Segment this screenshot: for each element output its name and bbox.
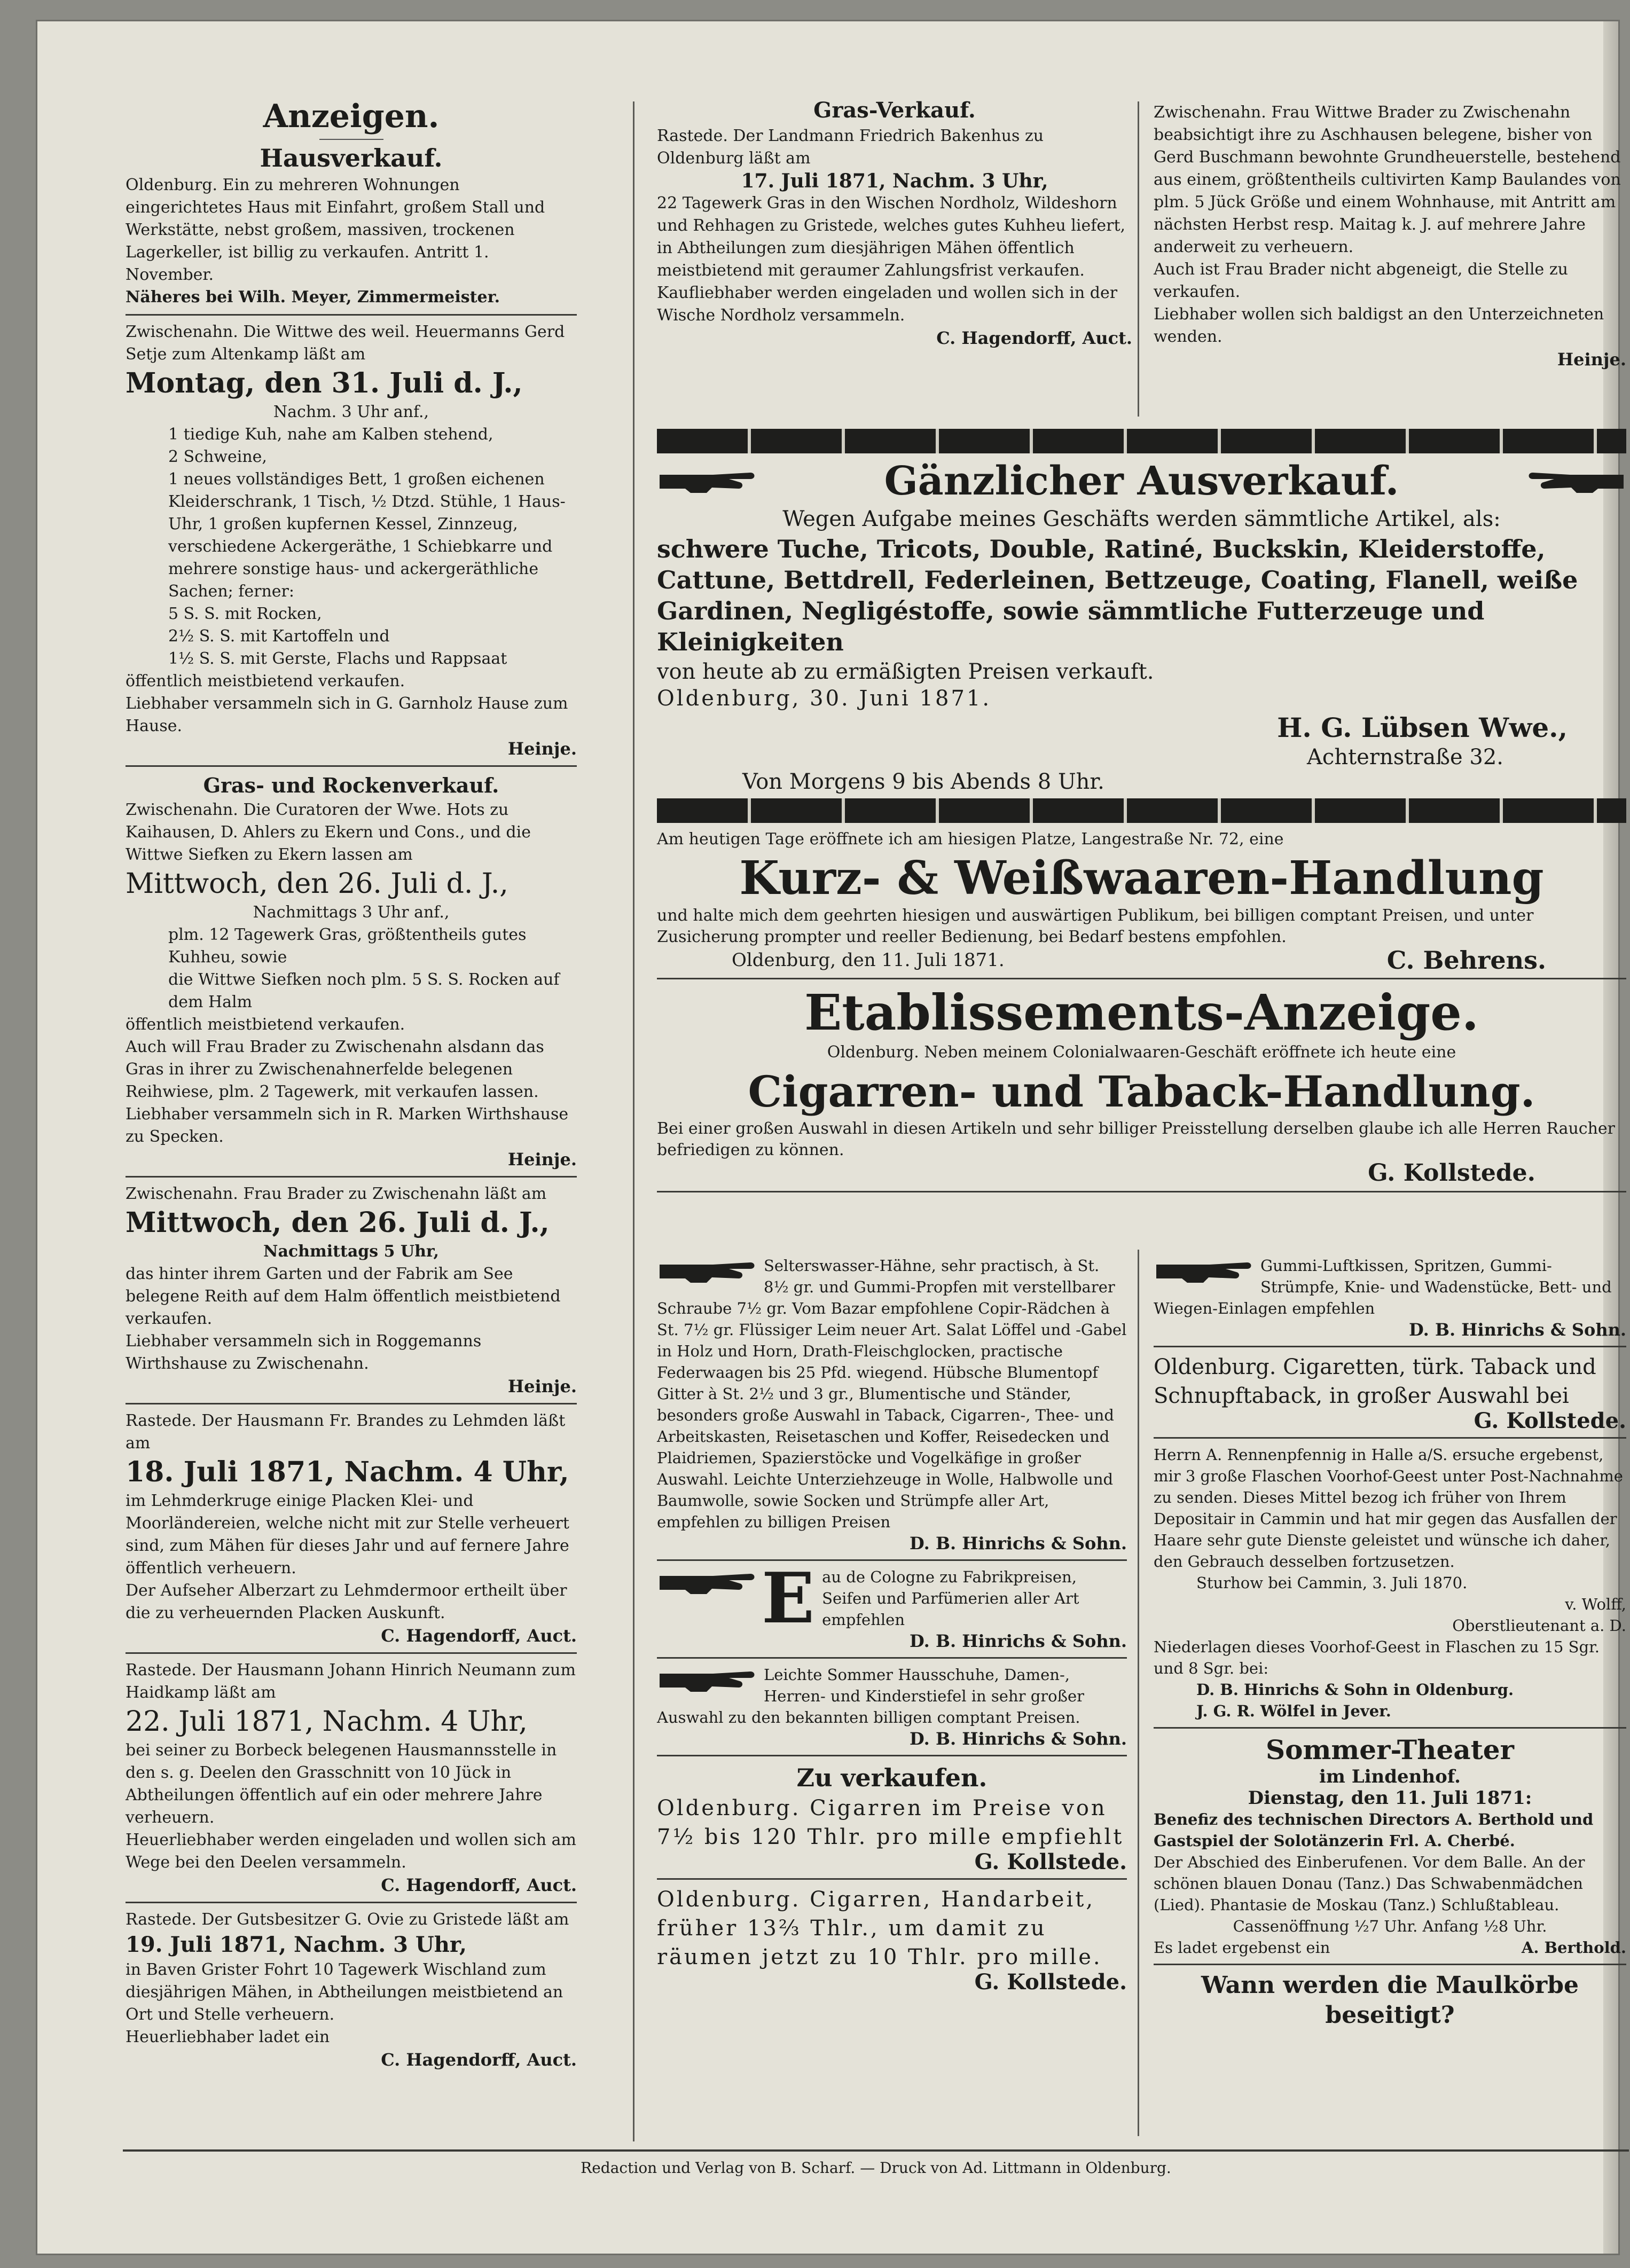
ad-date: Mittwoch, den 26. Juli d. J., bbox=[126, 868, 508, 900]
ad-body: bei seiner zu Borbeck belegenen Hausmannsstelle in den s. g. Deelen den Grasschnitt von 10 Jück in Abtheilungen öffentlich auf ein oder mehrere Jahre verheuern. bbox=[126, 1741, 557, 1827]
column-right-top bbox=[1154, 101, 1626, 371]
ad-schuhe bbox=[657, 1664, 1127, 1749]
ad-line: Wegen Aufgabe meines Geschäfts werden sämmtliche Artikel, als: bbox=[782, 507, 1501, 531]
ad-place: im Lindenhof. bbox=[1319, 1766, 1461, 1787]
ad-zu-verkaufen bbox=[657, 1762, 1127, 1873]
ad-meet: Liebhaber versammeln sich in G. Garnholz Hause zum Hause. bbox=[126, 694, 568, 735]
divider bbox=[126, 1176, 577, 1178]
ad-date: 17. Juli 1871, Nachm. 3 Uhr, bbox=[741, 170, 1048, 192]
ad-title: Gänzlicher Ausverkauf. bbox=[884, 458, 1399, 504]
ad-signature: G. Kollstede. bbox=[1474, 1408, 1626, 1433]
pointing-hand-right-icon bbox=[657, 1255, 758, 1287]
ad-cigaretten bbox=[1154, 1353, 1626, 1432]
ad-body: und halte mich dem geehrten hiesigen und auswärtigen Publikum, bei billigen comptant Preisen, und unter Zusicherung prompter und reeller Bedienung, bei Bedarf bestens empfohlen. bbox=[657, 906, 1534, 946]
ad-body: in Baven Grister Fohrt 10 Tagewerk Wischland zum diesjährigen Mähen, in Abtheilungen meistbietend an Ort und Stelle verheuern. bbox=[126, 1960, 563, 2024]
ad-signature: C. Hagendorff, Auct. bbox=[381, 1875, 577, 1895]
divider bbox=[657, 1191, 1626, 1192]
divider bbox=[126, 314, 577, 316]
divider bbox=[1154, 1727, 1626, 1729]
column-right-lower bbox=[1154, 1255, 1626, 2030]
ad-selters bbox=[657, 1255, 1127, 1554]
column-rule-mid-lower bbox=[1138, 1250, 1139, 2136]
ad-meet: Heuerliebhaber werden eingeladen und wollen sich am Wege bei den Deelen versammeln. bbox=[126, 1831, 576, 1872]
divider bbox=[126, 765, 577, 767]
ornament-bar bbox=[657, 798, 1626, 823]
divider bbox=[319, 139, 383, 140]
ad-line: von heute ab zu ermäßigten Preisen verkauft. bbox=[657, 660, 1154, 684]
ad-meet: Kaufliebhaber werden eingeladen und wollen sich in der Wische Nordholz versammeln. bbox=[657, 284, 1118, 325]
ad-body: 22 Tagewerk Gras in den Wischen Nordholz, Wildeshorn und Rehhagen zu Gristede, welches gutes Kuhheu liefert, in Abtheilungen zum diesjährigen Mähen öffentlich meistbietend mit geraumer Zahlungsfrist verkaufen. bbox=[657, 194, 1126, 280]
ad-title: Etablissements-Anzeige. bbox=[804, 984, 1479, 1041]
divider bbox=[126, 1902, 577, 1903]
ad-date: Mittwoch, den 26. Juli d. J., bbox=[126, 1206, 550, 1239]
column-rule-mid-top bbox=[1138, 101, 1139, 417]
ad-voorhof-geest bbox=[1154, 1444, 1626, 1722]
ad-date: 22. Juli 1871, Nachm. 4 Uhr, bbox=[126, 1706, 528, 1738]
ad-ovie bbox=[126, 1909, 577, 2071]
ad-question: Wann werden die Maulkörbe beseitigt? bbox=[1201, 1972, 1579, 2029]
ad-note: Niederlagen dieses Voorhof-Geest in Flaschen zu 15 Sgr. und 8 Sgr. bei: bbox=[1154, 1638, 1600, 1677]
divider bbox=[657, 1878, 1127, 1880]
ad-item: 5 S. S. mit Rocken, bbox=[168, 605, 322, 623]
ad-meet: Liebhaber wollen sich baldigst an den Unterzeichneten wenden. bbox=[1154, 305, 1604, 346]
pointing-hand-right-icon bbox=[657, 1664, 758, 1696]
newspaper-page bbox=[37, 21, 1626, 2254]
divider bbox=[1154, 1437, 1626, 1439]
ad-place: Sturhow bei Cammin, 3. Juli 1870. bbox=[1196, 1574, 1468, 1592]
ad-intro: Zwischenahn. Die Wittwe des weil. Heuermanns Gerd Setje zum Altenkamp läßt am bbox=[126, 323, 565, 364]
divider bbox=[657, 1657, 1127, 1659]
imprint: Redaction und Verlag von B. Scharf. — Druck von Ad. Littmann in Oldenburg. bbox=[581, 2159, 1171, 2177]
column-rule-left bbox=[633, 101, 634, 2141]
ad-gummi bbox=[1154, 1255, 1626, 1340]
ad-line: die Wittwe Siefken noch plm. 5 S. S. Rocken auf dem Halm bbox=[168, 970, 560, 1011]
ad-signature: A. Berthold. bbox=[1521, 1939, 1626, 1957]
ad-body: Oldenburg. Cigarren, Handarbeit, früher 13⅔ Thlr., um damit zu räumen jetzt zu 10 Thlr. pro mille. bbox=[657, 1887, 1102, 1969]
ad-title: Gras-Verkauf. bbox=[813, 98, 976, 123]
ad-dealer: J. G. R. Wölfel in Jever. bbox=[1196, 1702, 1391, 1720]
ad-brader bbox=[126, 1183, 577, 1398]
divider bbox=[1154, 1964, 1626, 1965]
ad-brandes bbox=[126, 1410, 577, 1647]
ad-contact: Näheres bei Wilh. Meyer, Zimmermeister. bbox=[126, 288, 500, 307]
ad-meet: Liebhaber versammeln sich in Roggemanns Wirthshause zu Zwischenahn. bbox=[126, 1332, 482, 1373]
wide-ads bbox=[657, 425, 1626, 1198]
ad-title: Hausverkauf. bbox=[260, 144, 443, 172]
ad-intro: Zwischenahn. Die Curatoren der Wwe. Hots zu Kaihausen, D. Ahlers zu Ekern und Cons., und die Wittwe Siefken zu Ekern lassen am bbox=[126, 801, 531, 864]
ad-sommer-theater bbox=[1154, 1734, 1626, 1958]
ad-signature: D. B. Hinrichs & Sohn. bbox=[1409, 1320, 1626, 1340]
ad-title: Sommer-Theater bbox=[1266, 1734, 1514, 1765]
ad-signature: C. Hagendorff, Auct. bbox=[381, 1626, 577, 1646]
ad-line: öffentlich meistbietend verkaufen. bbox=[126, 1015, 405, 1034]
ad-line: Auch will Frau Brader zu Zwischenahn alsdann das Gras in ihrer zu Zwischenahnerfelde belegenen Reihwiese, plm. 2 Tagewerk, mit verkaufen lassen. bbox=[126, 1038, 544, 1101]
column-left bbox=[126, 96, 577, 2074]
ad-neumann bbox=[126, 1659, 577, 1896]
ad-note: Auch ist Frau Brader nicht abgeneigt, die Stelle zu verkaufen. bbox=[1154, 260, 1568, 301]
ad-signature: Heinje. bbox=[507, 1149, 577, 1170]
ad-body: Gummi-Luftkissen, Spritzen, Gummi-Strümpfe, Knie- und Wadenstücke, Bett- und Wiegen-Einlagen empfehlen bbox=[1154, 1257, 1612, 1317]
ad-body: Oldenburg. Cigarren im Preise von 7½ bis 120 Thlr. pro mille empfiehlt bbox=[657, 1796, 1124, 1849]
ad-meet: Heuerliebhaber ladet ein bbox=[126, 2028, 330, 2046]
ad-cigarren-handarbeit bbox=[657, 1885, 1127, 1993]
ad-signature: G. Kollstede. bbox=[974, 1849, 1127, 1874]
divider bbox=[126, 1403, 577, 1404]
ad-rank: Oberstlieutenant a. D. bbox=[1452, 1616, 1626, 1635]
ad-body: Selterswasser-Hähne, sehr practisch, à St. 8½ gr. und Gummi-Propfen mit verstellbarer Schraube 7½ gr. Vom Bazar empfohlene Copir-Rädchen à St. 7½ gr. Flüssiger Leim neuer Art. Salat Löffel und -Gabel in Holz und Horn, Drath-Fleischglocken, practische Federwaagen bis 25 Pfd. wiegend. Hübsche Blumentopf Gitter à St. 2½ und 3 gr., Blumentische und Ständer, besonders große Auswahl in Taback, Cigarren-, Thee- und Arbeitskasten, Reisetaschen und Koffer, Reisedecken und Plaidriemen, Spazierstöcke und Vogelkäfige in großer Auswahl. Leichte Unterziehzeuge in Wolle, Halbwolle und Baumwolle, sowie Socken und Strümpfe aller Art, empfehlen zu billigen Preisen bbox=[657, 1257, 1127, 1531]
ad-outro: öffentlich meistbietend verkaufen. bbox=[126, 672, 405, 690]
ad-line: plm. 12 Tagewerk Gras, größtentheils gutes Kuhheu, sowie bbox=[168, 925, 527, 967]
ad-body: Oldenburg. Ein zu mehreren Wohnungen eingerichtetes Haus mit Einfahrt, großem Stall und Werkstätte, nebst großem, massiven, trockenen Lagerkeller, ist billig zu verkaufen. Antritt 1. November. bbox=[126, 176, 545, 284]
ad-body: Herrn A. Rennenpfennig in Halle a/S. ersuche ergebenst, mir 3 große Flaschen Voorhof-Geest unter Post-Nachnahme zu senden. Dieses Mittel bezog ich früher von Ihrem Depositair in Cammin und hat mir gegen das Ausfallen der Haare sehr gute Dienste geleistet und wünsche ich daher, den Gebrauch desselben fortzusetzen. bbox=[1154, 1446, 1623, 1571]
divider bbox=[657, 1755, 1127, 1756]
ad-signature: G. Kollstede. bbox=[1368, 1159, 1535, 1187]
ad-title: Zu verkaufen. bbox=[796, 1763, 988, 1792]
pointing-hand-right-icon bbox=[657, 1566, 758, 1598]
footer-rule bbox=[123, 2149, 1629, 2152]
ad-item: 2 Schweine, bbox=[168, 448, 267, 466]
column-middle-lower bbox=[657, 1255, 1127, 1996]
ad-time: Nachmittags 5 Uhr, bbox=[263, 1242, 439, 1261]
ad-item: 1 neues vollständiges Bett, 1 großen eichenen Kleiderschrank, 1 Tisch, ½ Dtzd. Stühle, 1 Haus-Uhr, 1 großen kupfernen Kessel, Zinnzeug, verschiedene Ackergeräthe, 1 Schiebkarre und mehrere sonstige haus- und ackergeräthliche Sachen; ferner: bbox=[168, 470, 566, 601]
ad-place: Oldenburg, den 11. Juli 1871. bbox=[732, 949, 1005, 971]
ad-item: 1 tiedige Kuh, nahe am Kalben stehend, bbox=[168, 425, 493, 444]
section-heading: Anzeigen. bbox=[263, 98, 440, 135]
divider bbox=[126, 1652, 577, 1654]
ad-hours: Von Morgens 9 bis Abends 8 Uhr. bbox=[742, 770, 1104, 794]
ad-signature: D. B. Hinrichs & Sohn. bbox=[910, 1631, 1127, 1651]
ad-note: Der Aufseher Alberzart zu Lehmdermoor ertheilt über die zu verheuernden Placken Auskunft. bbox=[126, 1581, 567, 1622]
ad-hausverkauf bbox=[126, 142, 577, 309]
ad-line: Benefiz des technischen Directors A. Berthold und Gastspiel der Solotänzerin Frl. A. Cherbé. bbox=[1154, 1810, 1594, 1850]
ad-intro: Rastede. Der Hausmann Fr. Brandes zu Lehmden läßt am bbox=[126, 1411, 566, 1453]
ad-body: Bei einer großen Auswahl in diesen Artikeln und sehr billiger Preisstellung derselben glaube ich alle Herren Raucher befriedigen zu können. bbox=[657, 1119, 1616, 1159]
ad-signature: G. Kollstede. bbox=[974, 1969, 1127, 1995]
divider bbox=[657, 1559, 1127, 1561]
ad-body: Zwischenahn. Frau Wittwe Brader zu Zwischenahn beabsichtigt ihre zu Aschhausen belegene, bisher von Gerd Buschmann bewohnte Grundheuerstelle, bestehend aus einem, größtentheils cultivirten Kamp Baulandes von plm. 5 Jück Größe und einem Wohnhause, mit Antritt am nächsten Herbst resp. Maitag k. J. auf mehrere Jahre anderweit zu verheuern. bbox=[1154, 103, 1621, 256]
ad-date: Montag, den 31. Juli d. J., bbox=[126, 367, 523, 399]
ad-dealer: D. B. Hinrichs & Sohn in Oldenburg. bbox=[1196, 1681, 1514, 1699]
ad-item: 2½ S. S. mit Kartoffeln und bbox=[168, 627, 390, 646]
initial-letter: E bbox=[762, 1557, 815, 1639]
ad-subtitle: Cigarren- und Taback-Handlung. bbox=[748, 1066, 1535, 1117]
ad-line: Der Abschied des Einberufenen. Vor dem Balle. An der schönen blauen Donau (Tanz.) Das Schwabenmädchen (Lied). Phantasie de Moskau (Tanz.) Schlußtableau. bbox=[1154, 1853, 1585, 1914]
ad-intro: Rastede. Der Gutsbesitzer G. Ovie zu Gristede läßt am bbox=[126, 1910, 569, 1929]
ad-date: Dienstag, den 11. Juli 1871: bbox=[1248, 1787, 1532, 1809]
divider bbox=[1154, 1346, 1626, 1347]
ad-title: Gras- und Rockenverkauf. bbox=[203, 773, 499, 797]
footer bbox=[123, 2144, 1629, 2177]
ad-body: au de Cologne zu Fabrikpreisen, Seifen und Parfümerien aller Art empfehlen bbox=[822, 1568, 1079, 1629]
ad-meet: Liebhaber versammeln sich in R. Marken Wirthshause zu Specken. bbox=[126, 1105, 569, 1146]
ad-intro: Zwischenahn. Frau Brader zu Zwischenahn läßt am bbox=[126, 1184, 547, 1203]
ad-title: Kurz- & Weißwaaren-Handlung bbox=[739, 851, 1544, 905]
ad-firm: H. G. Lübsen Wwe., bbox=[1277, 712, 1568, 743]
pointing-hand-right-icon bbox=[657, 465, 758, 497]
ad-signature: D. B. Hinrichs & Sohn. bbox=[910, 1533, 1127, 1553]
pointing-hand-left-icon bbox=[1525, 465, 1626, 497]
ad-time: Nachmittags 3 Uhr anf., bbox=[253, 903, 450, 922]
ad-signature: Heinje. bbox=[1557, 349, 1626, 370]
ad-line: Cassenöffnung ½7 Uhr. Anfang ½8 Uhr. bbox=[1233, 1917, 1547, 1935]
ad-body: Leichte Sommer Hausschuhe, Damen-, Herren- und Kinderstiefel in sehr großer Auswahl zu den bekannten billigen comptant Preisen. bbox=[657, 1666, 1084, 1726]
ad-signature: Heinje. bbox=[507, 739, 577, 759]
ad-intro: Am heutigen Tage eröffnete ich am hiesigen Platze, Langestraße Nr. 72, eine bbox=[657, 830, 1284, 849]
ad-date: 18. Juli 1871, Nachm. 4 Uhr, bbox=[126, 1456, 569, 1488]
ad-place: Oldenburg, 30. Juni 1871. bbox=[657, 686, 992, 711]
ad-signature: Heinje. bbox=[507, 1376, 577, 1396]
ad-setje bbox=[126, 321, 577, 760]
ad-cologne bbox=[657, 1557, 1127, 1652]
ad-intro: Rastede. Der Hausmann Johann Hinrich Neumann zum Haidkamp läßt am bbox=[126, 1661, 576, 1702]
ad-signature: C. Hagendorff, Auct. bbox=[936, 328, 1132, 348]
ad-intro: Oldenburg. Neben meinem Colonialwaaren-Geschäft eröffnete ich heute eine bbox=[827, 1043, 1456, 1062]
ad-firm: C. Behrens. bbox=[1386, 946, 1546, 975]
ad-line: Es ladet ergebenst ein bbox=[1154, 1939, 1330, 1957]
ad-signature: C. Hagendorff, Auct. bbox=[381, 2050, 577, 2070]
ad-address: Achternstraße 32. bbox=[1307, 745, 1503, 770]
ad-body: im Lehmderkruge einige Placken Klei- und Moorländereien, welche nicht mit zur Stelle verheuert sind, zum Mähen für dieses Jahr und auf fernere Jahre öffentlich verheuern. bbox=[126, 1492, 569, 1578]
ad-date: 19. Juli 1871, Nachm. 3 Uhr, bbox=[126, 1932, 467, 1957]
ad-time: Nachm. 3 Uhr anf., bbox=[273, 403, 429, 421]
column-middle-top bbox=[657, 96, 1132, 349]
ad-body: Oldenburg. Cigaretten, türk. Taback und Schnupftaback, in großer Auswahl bei bbox=[1154, 1355, 1596, 1408]
ad-gras-rocken bbox=[126, 772, 577, 1171]
ad-name: v. Wolff, bbox=[1565, 1595, 1626, 1613]
ad-intro: Rastede. Der Landmann Friedrich Bakenhus zu Oldenburg läßt am bbox=[657, 127, 1044, 168]
pointing-hand-right-icon bbox=[1154, 1255, 1255, 1287]
ad-item: 1½ S. S. mit Gerste, Flachs und Rappsaat bbox=[168, 649, 507, 668]
ad-signature: D. B. Hinrichs & Sohn. bbox=[910, 1729, 1127, 1749]
ornament-bar bbox=[657, 429, 1626, 453]
ad-goods: schwere Tuche, Tricots, Double, Ratiné, Buckskin, Kleiderstoffe, Cattune, Bettdrell, Federleinen, Bettzeuge, Coating, Flanell, weiße Gardinen, Negligéstoffe, sowie sämmtliche Futterzeuge und Kleinigkeiten bbox=[657, 535, 1578, 656]
divider bbox=[657, 978, 1626, 979]
ad-body: das hinter ihrem Garten und der Fabrik am See belegene Reith auf dem Halm öffentlich meistbietend verkaufen. bbox=[126, 1265, 561, 1328]
